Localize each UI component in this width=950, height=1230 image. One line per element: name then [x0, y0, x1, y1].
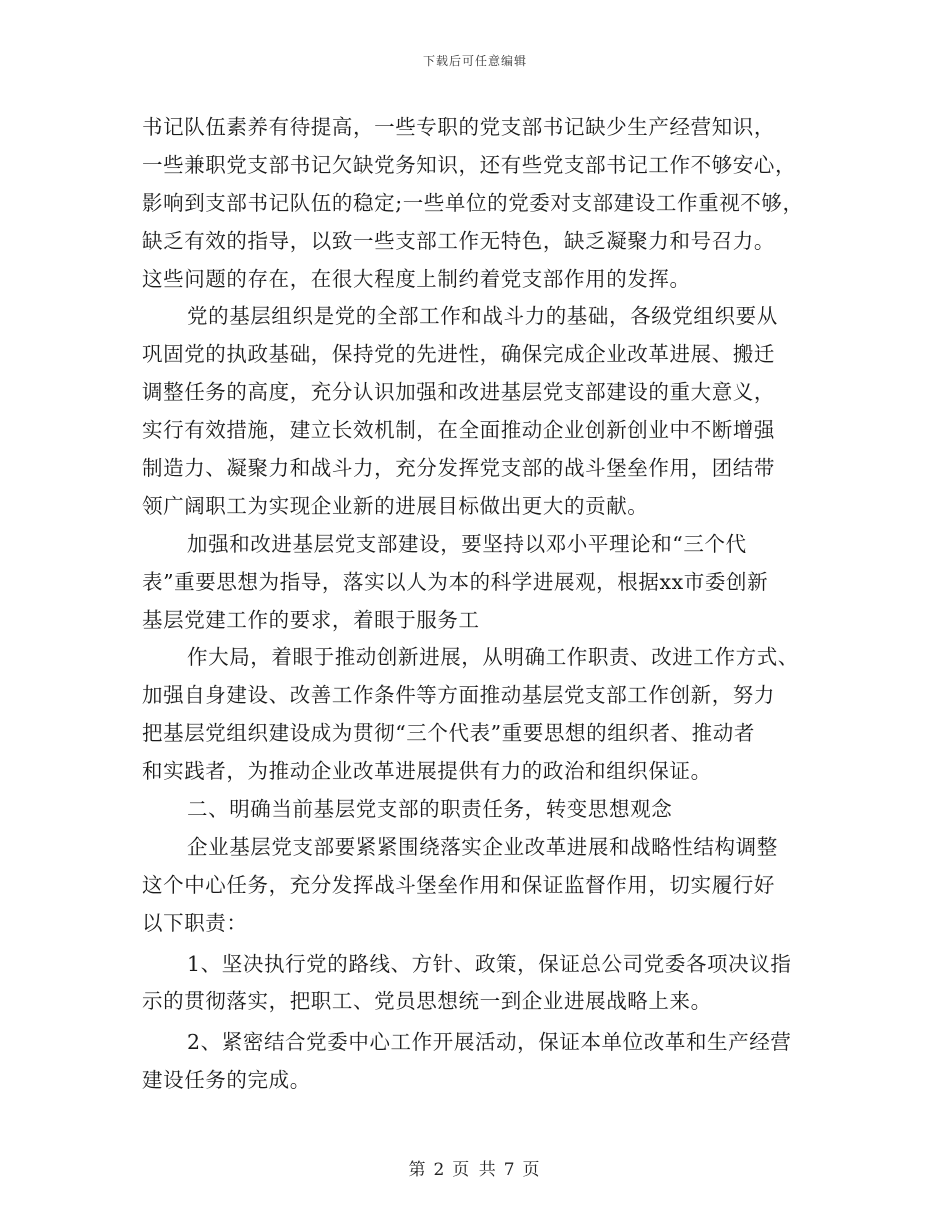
page-header: 下载后可任意编辑 [422, 54, 527, 68]
text-line: 影响到支部书记队伍的稳定;一些单位的党委对支部建设工作重视不够， [142, 190, 804, 215]
text-line: 一些兼职党支部书记欠缺党务知识，还有些党支部书记工作不够安心， [142, 152, 797, 177]
text-line: 巩固党的执政基础，保持党的先进性，确保完成企业改革进展、搬迁 [142, 342, 775, 367]
paragraph-start-line: 加强和改进基层党支部建设，要坚持以邓小平理论和“三个代 [187, 531, 747, 556]
text-line: 建设任务的完成。 [142, 1068, 311, 1093]
paragraph-start-line: 企业基层党支部要紧紧围绕落实企业改革进展和战略性结构调整 [187, 834, 778, 859]
text-line: 示的贯彻落实，把职工、党员思想统一到企业进展战略上来。 [142, 989, 712, 1014]
text-line: 调整任务的高度，充分认识加强和改进基层党支部建设的重大意义， [142, 380, 775, 405]
text-line: 实行有效措施，建立长效机制，在全面推动企业创新创业中不断增强 [142, 418, 775, 443]
paragraph-start-line: 党的基层组织是党的全部工作和战斗力的基础，各级党组织要从 [187, 304, 778, 329]
page-number-total: 7 [503, 1160, 517, 1180]
page-number-suffix: 页 [522, 1160, 542, 1180]
list-item-start-line: 1、坚决执行党的路线、方针、政策，保证总公司党委各项决议指 [187, 951, 792, 976]
text-line: 基层党建工作的要求，着眼于服务工 [142, 607, 480, 632]
text-line: 表”重要思想为指导，落实以人为本的科学进展观，根据xx市委创新 [142, 569, 769, 594]
paragraph-start-line: 作大局，着眼于推动创新进展，从明确工作职责、改进工作方式、 [187, 645, 799, 670]
text-line: 制造力、凝聚力和战斗力，充分发挥党支部的战斗堡垒作用，团结带 [142, 456, 775, 481]
page-number-middle: 页 共 [452, 1160, 498, 1180]
text-line: 把基层党组织建设成为贯彻“三个代表”重要思想的组织者、推动者 [142, 721, 755, 746]
text-line: 书记队伍素养有待提高，一些专职的党支部书记缺少生产经营知识， [142, 115, 775, 139]
page-number-prefix: 第 [408, 1160, 428, 1180]
text-line: 这个中心任务，充分发挥战斗堡垒作用和保证监督作用，切实履行好 [142, 872, 775, 897]
page-number-current: 2 [433, 1160, 447, 1180]
text-line: 和实践者，为推动企业改革进展提供有力的政治和组织保证。 [142, 759, 712, 784]
text-line: 领广阔职工为实现企业新的进展目标做出更大的贡献。 [142, 493, 649, 518]
text-line: 这些问题的存在，在很大程度上制约着党支部作用的发挥。 [142, 266, 691, 291]
section-heading: 二、明确当前基层党支部的职责任务，转变思想观念 [187, 797, 673, 822]
text-line: 加强自身建设、改善工作条件等方面推动基层党支部工作创新，努力 [142, 683, 775, 708]
document-body [142, 109, 832, 1100]
text-line: 缺乏有效的指导，以致一些支部工作无特色，缺乏凝聚力和号召力。 [142, 228, 775, 253]
list-item-start-line: 2、紧密结合党委中心工作开展活动，保证本单位改革和生产经营 [187, 1030, 792, 1055]
text-line: 以下职责： [142, 910, 248, 935]
page-number [0, 1155, 950, 1180]
